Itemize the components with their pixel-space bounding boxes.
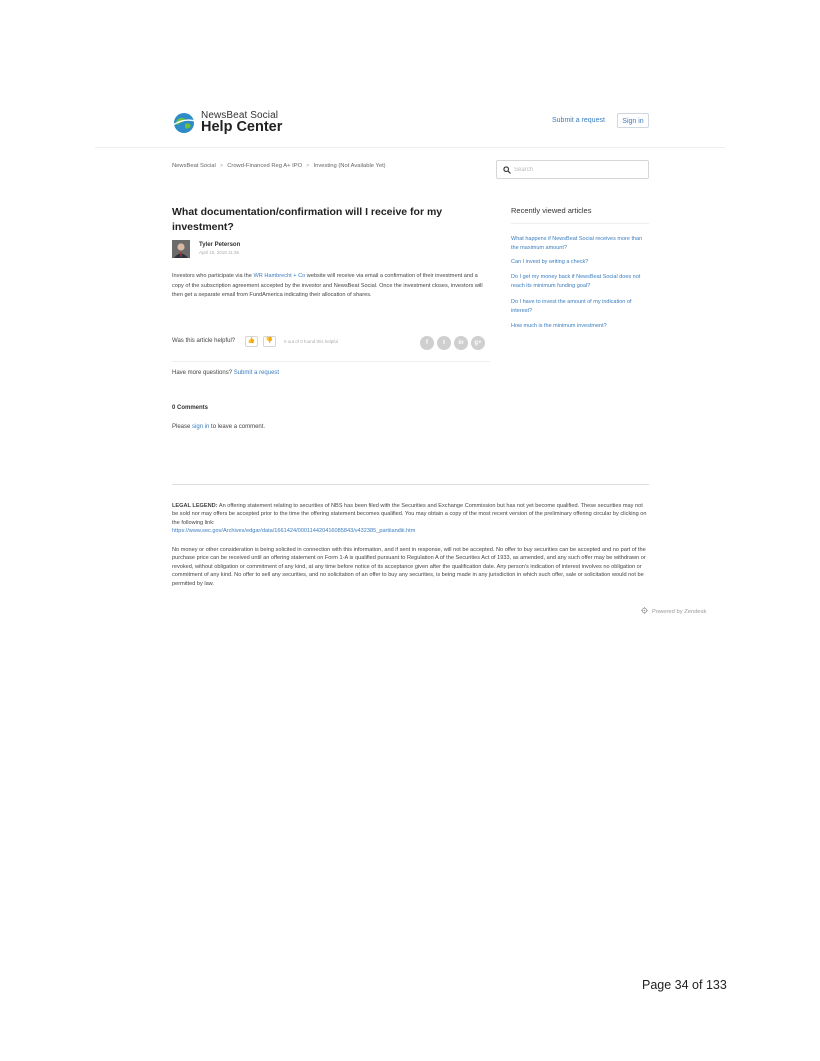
comments-sign-in-link[interactable]: sign in — [192, 424, 210, 430]
brand-logo[interactable] — [172, 110, 282, 136]
comments-signin-note — [172, 424, 265, 430]
article-divider — [172, 361, 490, 362]
powered-by-zendesk[interactable] — [641, 607, 706, 615]
vote-count: 0 out of 0 found this helpful — [284, 339, 339, 344]
breadcrumb-separator: > — [219, 163, 224, 169]
article-date: April 10, 2018 11:36 — [199, 250, 239, 255]
sec-filing-link[interactable]: https://www.sec.gov/Archives/edgar/data/1661424/000114420416085843/v432385_partiiandiii.htm — [172, 528, 416, 535]
vote-down-button[interactable] — [263, 336, 276, 347]
helpful-question: Was this article helpful? — [172, 338, 236, 344]
breadcrumb — [172, 163, 386, 169]
recent-article-link[interactable]: Do I get my money back if NewsBeat Social does not reach its minimum funding goal? — [511, 274, 641, 289]
wr-hambrecht-link[interactable]: WR Hambrecht + Co — [253, 273, 306, 279]
recent-article-link[interactable]: Do I have to invest the amount of my indication of interest? — [511, 299, 632, 314]
breadcrumb-separator: > — [306, 163, 310, 169]
legal-legend-text: An offering statement relating to securities of NBS has been filed with the Securities and Exchange Commission but has not yet become qualified. These securities may not be sold nor may offers be accepted prior to the time the offering statement becomes qualified. You may obtain a copy of the most recent version of the preliminary offering circular by clicking on the following link: — [172, 503, 647, 526]
more-questions-label: Have more questions? — [172, 370, 233, 376]
zendesk-icon — [641, 607, 648, 614]
facebook-share-icon[interactable]: f — [420, 336, 434, 350]
legal-divider — [172, 484, 649, 485]
help-center-title: Help Center — [201, 119, 283, 135]
submit-request-inline-link[interactable]: Submit a request — [233, 370, 280, 376]
googleplus-share-icon[interactable]: g+ — [471, 336, 485, 350]
breadcrumb-item-home[interactable]: NewsBeat Social — [172, 163, 216, 169]
recent-article-link[interactable]: Can I invest by writing a check? — [511, 259, 589, 265]
twitter-share-icon[interactable]: t — [437, 336, 451, 350]
article-body — [172, 272, 490, 301]
article-title: What documentation/confirmation will I receive for my investment? — [172, 206, 443, 233]
body-text-after-link: website will receive via email a confirmation of their investment and a copy of the subscription agreement accepted by the investor and NewsBeat Social. Once the investment closes, investors will then get a separate email from FundAmerica indicating their allocation of shares. — [172, 273, 483, 299]
search-input[interactable] — [514, 163, 644, 176]
sign-in-button[interactable]: Sign in — [617, 113, 649, 128]
comments-heading: 0 Comments — [172, 405, 209, 411]
recently-viewed-title: Recently viewed articles — [511, 206, 592, 215]
search-box[interactable] — [496, 160, 649, 179]
brand-name: NewsBeat Social — [201, 110, 279, 121]
globe-logo-icon — [172, 112, 196, 134]
breadcrumb-item-section[interactable]: Investing (Not Available Yet) — [313, 163, 386, 169]
more-questions — [172, 370, 279, 376]
thumbs-down-icon: 👎 — [265, 338, 274, 344]
legal-legend — [172, 502, 648, 536]
recent-article-link[interactable]: What happens if NewsBeat Social receives more than the maximum amount? — [511, 236, 643, 251]
avatar-portrait-icon — [172, 240, 190, 258]
comments-to-leave: to leave a comment. — [211, 424, 266, 430]
powered-by-text: Powered by Zendesk — [652, 609, 707, 615]
legal-disclaimer: No money or other consideration is being solicited in connection with this information, and if sent in response, will not be accepted. No offer to buy securities can be accepted and no part of the purchase price can be received until an offering statement on Form 1-A is qualified pursuant to Regulation A of the Securities Act of 1933, as amended, and any such offer may be withdrawn or revoked, without obligation or commitment of any kind, at any time before notice of its acceptance given after the qualification date. Any person's indication of interest involves no obligation or commitment of any kind. No offer to sell any securities, and no solicitation of an offer to buy any securities, is being made in any jurisdiction in which such offer, sale or solicitation would not be permitted by law. — [172, 547, 646, 587]
author-avatar — [172, 240, 190, 258]
breadcrumb-item-category[interactable]: Crowd-Financed Reg A+ IPO — [227, 163, 303, 169]
comments-please: Please — [172, 424, 191, 430]
body-text-before-link: Investors who participate via the — [172, 273, 254, 279]
recent-article-link[interactable]: How much is the minimum investment? — [511, 323, 607, 329]
legal-legend-label: LEGAL LEGEND: — [172, 503, 218, 509]
search-icon — [503, 166, 511, 174]
thumbs-up-icon: 👍 — [247, 338, 256, 344]
submit-request-link[interactable]: Submit a request — [552, 117, 605, 124]
vote-up-button[interactable] — [245, 336, 258, 347]
page-number: Page 34 of 133 — [642, 978, 727, 992]
linkedin-share-icon[interactable]: in — [454, 336, 468, 350]
header-divider — [95, 147, 725, 148]
author-name[interactable]: Tyler Peterson — [199, 242, 241, 248]
recently-viewed-divider — [511, 223, 649, 224]
